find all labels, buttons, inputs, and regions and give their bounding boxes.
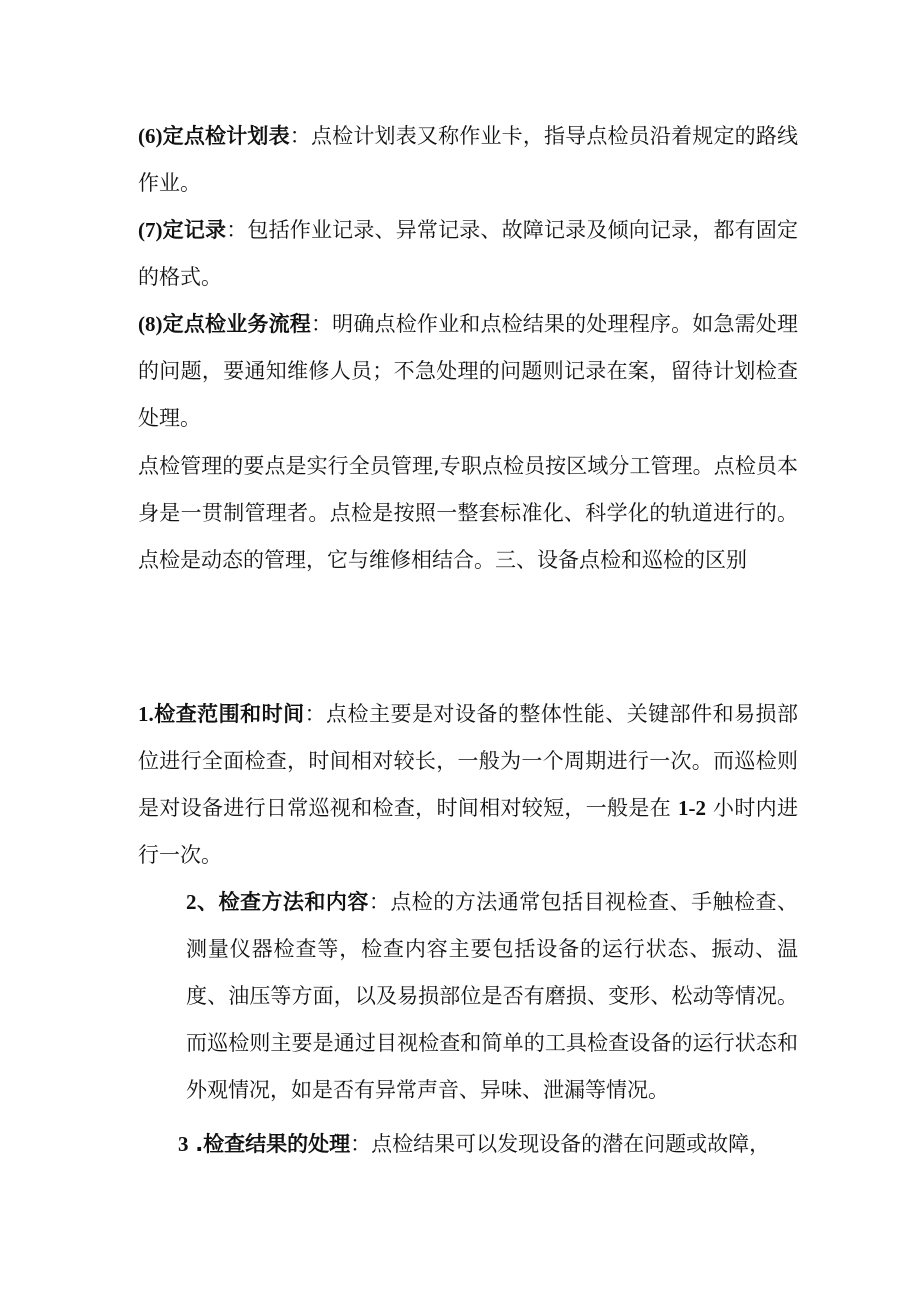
section-3-text: 点检结果可以发现设备的潜在问题或故障，	[371, 1132, 771, 1156]
section-2-number: 2	[186, 890, 197, 914]
section-2-separator: ：	[368, 890, 391, 914]
summary-paragraph: 点检管理的要点是实行全员管理,专职点检员按区域分工管理。点检员本身是一贯制管理者。点检是按照一整套标准化、科学化的轨道进行的。点检是动态的管理，它与维修相结合。三、设备点检和巡检的区别	[138, 454, 798, 572]
item-6-number: (6)	[138, 124, 163, 148]
item-6-text: 点检计划表又称作业卡，指导点检员沿着规定的路线作业。	[138, 124, 799, 195]
section-2-paragraph	[186, 879, 798, 1114]
section-1-separator: ：	[304, 702, 327, 726]
item-7-text: 包括作业记录、异常记录、故障记录及倾向记录，都有固定的格式。	[138, 218, 799, 289]
section-3-separator: ：	[350, 1132, 372, 1156]
item-6-title: 定点检计划表	[162, 124, 290, 148]
item-7-separator: ：	[226, 218, 248, 242]
section-1-range: 1-2	[678, 796, 707, 820]
section-3-title: .检查结果的处理	[195, 1132, 351, 1156]
section-1-paragraph	[138, 691, 798, 879]
item-6-paragraph	[138, 113, 798, 207]
item-8-separator: ：	[310, 312, 333, 336]
section-2-text: 点检的方法通常包括目视检查、手触检查、测量仪器检查等，检查内容主要包括设备的运行状态、振动、温度、油压等方面，以及易损部位是否有磨损、变形、松动等情况。而巡检则主要是通过目视检查和简单的工具检查设备的运行状态和外观情况，如是否有异常声音、异味、泄漏等情况。	[186, 890, 799, 1102]
section-1-title: 检查范围和时间	[153, 702, 305, 726]
section-1-number: 1.	[138, 702, 154, 726]
item-8-paragraph	[138, 301, 798, 442]
section-2-title: 、检查方法和内容	[196, 890, 369, 914]
section-3-number: 3	[178, 1132, 189, 1156]
item-8-number: (8)	[138, 312, 163, 336]
item-8-text: 明确点检作业和点检结果的处理程序。如急需处理的问题，要通知维修人员；不急处理的问题则记录在案，留待计划检查处理。	[138, 312, 799, 430]
section-3-paragraph	[178, 1121, 818, 1168]
section-1-text-b: 小时内进行一次。	[138, 796, 798, 867]
section-1-text-a: 点检主要是对设备的整体性能、关键部件和易损部位进行全面检查，时间相对较长，一般为一个周期进行一次。而巡检则是对设备进行日常巡视和检查，时间相对较短，一般是在	[138, 702, 799, 820]
item-8-title: 定点检业务流程	[162, 312, 311, 336]
item-7-title: 定记录	[162, 218, 227, 242]
item-7-number: (7)	[138, 218, 163, 242]
item-6-separator: ：	[289, 124, 311, 148]
item-7-paragraph	[138, 207, 798, 301]
